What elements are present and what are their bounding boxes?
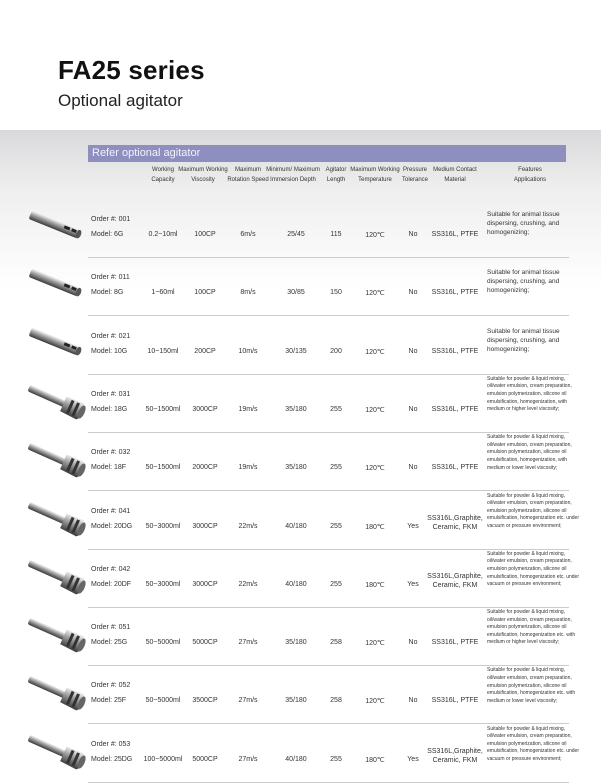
temperature-value: 120℃ [365,465,385,473]
model-name: Model: 18F [91,464,127,472]
column-header-line: Immersion Depth [270,177,316,183]
pressure-value: Yes [407,522,419,530]
pressure-value: No [408,231,418,238]
features-text: Suitable for powder & liquid mixing, oil/water emulsion, cream preparation, emulsion polymerization, silicone oil emulsification, homogenization etc. under vacuum or pressure environment; [487,492,579,529]
viscosity-value: 3000CP [192,405,218,413]
table-banner: Refer optional agitator [88,145,566,162]
material-value: SS316L,Graphite, [427,747,483,755]
viscosity-value: 200CP [194,347,216,355]
column-header-line: Minimum/ Maximum [266,167,320,173]
viscosity-value: 5000CP [192,639,218,647]
depth-value: 35/180 [285,697,307,705]
column-header-line: Temperature [358,177,392,183]
agitator-image [26,556,88,596]
length-value: 255 [330,405,342,413]
material-value: SS316L, PTFE [431,464,479,472]
table-row [0,666,601,724]
viscosity-value: 3000CP [192,522,218,530]
material-value: SS316L,Graphite, [427,514,483,522]
capacity-value: 10~150ml [147,347,179,355]
agitator-image [26,381,88,421]
pressure-value: No [408,697,418,705]
speed-value: 19m/s [238,405,258,413]
temperature-value: 120℃ [365,406,385,414]
depth-value: 40/180 [285,522,307,530]
viscosity-value: 100CP [194,231,216,238]
table-row [0,492,601,550]
order-number: Order #: 001 [91,216,131,223]
model-name: Model: 20DF [91,580,132,588]
material-value: SS316L, PTFE [431,231,479,238]
agitator-image [26,614,88,654]
speed-value: 22m/s [238,580,258,588]
agitator-image [26,498,88,538]
material-value: SS316L, PTFE [431,289,479,297]
length-value: 258 [330,697,342,705]
length-value: 258 [330,639,342,647]
column-header-line: Features [518,167,542,173]
features-text: Suitable for powder & liquid mixing, oil/water emulsion, cream preparation, emulsion polymerization, silicone oil emulsification, homogenization etc. with medium or higher level viscosity; [487,609,576,646]
material-value: SS316L, PTFE [431,347,479,355]
speed-value: 27m/s [238,697,258,705]
model-name: Model: 25G [91,639,128,647]
table-row [0,725,601,783]
pressure-value: No [408,639,418,647]
material-value: SS316L, PTFE [431,697,479,705]
pressure-value: No [408,347,418,355]
model-name: Model: 18G [91,405,128,413]
length-value: 200 [330,347,342,355]
model-name: Model: 20DG [91,522,133,530]
page-subtitle: Optional agitator [58,91,183,110]
viscosity-value: 100CP [194,289,216,297]
depth-value: 40/180 [285,755,307,763]
depth-value: 35/180 [285,464,307,472]
order-number: Order #: 053 [91,740,131,748]
features-text: Suitable for powder & liquid mixing, oil/water emulsion, cream preparation, emulsion polymerization, silicone oil emulsification, homogenization, with medium or lower level viscosity; [487,434,572,471]
order-number: Order #: 042 [91,565,131,573]
depth-value: 35/180 [285,639,307,647]
temperature-value: 120℃ [365,290,385,298]
capacity-value: 50~1500ml [145,405,181,413]
speed-value: 10m/s [238,347,258,355]
table-row [0,317,601,375]
length-value: 255 [330,522,342,530]
order-number: Order #: 021 [91,332,131,340]
capacity-value: 50~1500ml [145,464,181,472]
features-text: Suitable for powder & liquid mixing, oil/water emulsion, cream preparation, emulsion polymerization, silicone oil emulsification, homogenization etc. under vacuum or pressure environment; [487,725,579,763]
column-header-line: Working [152,167,174,173]
order-number: Order #: 041 [91,507,131,515]
speed-value: 6m/s [240,231,256,238]
depth-value: 30/85 [287,289,305,297]
column-header-line: Capacity [151,177,175,183]
speed-value: 19m/s [238,464,258,472]
order-number: Order #: 051 [91,624,131,632]
material-value: SS316L,Graphite, [427,572,483,580]
material-value: SS316L, PTFE [431,639,479,647]
column-header-line: Viscosity [191,177,215,183]
length-value: 115 [330,231,342,238]
order-number: Order #: 032 [91,449,131,457]
table-row [0,608,601,666]
column-header-line: Material [444,177,466,183]
table-row [0,433,601,491]
table-row [0,550,601,608]
viscosity-value: 3500CP [192,697,218,705]
speed-value: 27m/s [238,639,258,647]
column-header-line: Rotation Speed [227,177,269,183]
features-text: Suitable for powder & liquid mixing, oil/water emulsion, cream preparation, emulsion polymerization, silicone oil emulsification, homogenization, with medium or higher level viscosity; [487,375,572,413]
column-header [415,165,495,185]
viscosity-value: 3000CP [192,580,218,588]
depth-value: 40/180 [285,580,307,588]
column-header [490,165,570,185]
features-text: Suitable for animal tissue dispersing, crushing, and homogenizing; [487,269,560,295]
column-header-line: Tolerance [401,177,428,183]
capacity-value: 100~5000ml [143,755,183,763]
column-header-line: Medium Contact [433,167,477,173]
speed-value: 8m/s [240,289,256,297]
temperature-value: 120℃ [365,348,385,356]
agitator-image [26,264,88,304]
pressure-value: No [408,464,418,472]
temperature-value: 180℃ [365,581,385,589]
capacity-value: 50~3000ml [145,522,181,530]
column-header-line: Maximum [234,167,261,173]
column-header-line: Pressure [402,167,427,173]
agitator-image [26,731,88,771]
model-name: Model: 25DG [91,755,133,763]
features-text: Suitable for animal tissue dispersing, crushing, and homogenizing; [487,327,560,353]
column-header-line: Applications [513,177,547,183]
material-value: Ceramic, FKM [432,523,478,531]
table-row [0,200,601,258]
length-value: 255 [330,580,342,588]
pressure-value: No [408,289,418,297]
viscosity-value: 2000CP [192,464,218,472]
capacity-value: 0.2~10ml [148,231,178,238]
features-text: Suitable for animal tissue dispersing, crushing, and homogenizing; [487,211,560,236]
column-header-line: Length [326,177,346,183]
page-title: FA25 series [58,55,205,85]
order-number: Order #: 052 [91,682,131,690]
speed-value: 22m/s [238,522,258,530]
temperature-value: 180℃ [365,523,385,531]
capacity-value: 1~60ml [151,289,175,297]
capacity-value: 50~5000ml [145,697,181,705]
material-value: Ceramic, FKM [432,756,478,764]
model-name: Model: 10G [91,347,128,355]
viscosity-value: 5000CP [192,755,218,763]
features-text: Suitable for powder & liquid mixing, oil/water emulsion, cream preparation, emulsion polymerization, silicone oil emulsification, homogenization etc. under vacuum or pressure environment; [487,550,579,588]
depth-value: 25/45 [287,231,305,238]
material-value: SS316L, PTFE [431,405,479,413]
length-value: 150 [330,289,342,297]
model-name: Model: 8G [91,289,124,297]
material-value: Ceramic, FKM [432,581,478,589]
agitator-image [26,672,88,712]
model-name: Model: 6G [91,231,124,238]
column-header-line: Maximum Working [178,167,228,173]
agitator-image [26,206,88,246]
pressure-value: Yes [407,580,419,588]
order-number: Order #: 011 [91,274,130,282]
capacity-value: 50~5000ml [145,639,181,647]
depth-value: 30/135 [285,347,307,355]
pressure-value: No [408,405,418,413]
length-value: 255 [330,464,342,472]
temperature-value: 120℃ [365,640,385,648]
features-text: Suitable for powder & liquid mixing, oil/water emulsion, cream preparation, emulsion polymerization, silicone oil emulsification, homogenization etc. with medium or lower level viscosity; [487,667,576,704]
table-row [0,375,601,433]
temperature-value: 120℃ [365,232,385,239]
model-name: Model: 25F [91,697,127,705]
pressure-value: Yes [407,755,419,763]
table-row [0,258,601,316]
capacity-value: 50~3000ml [145,580,181,588]
column-header-line: Agitator [325,167,347,173]
length-value: 255 [330,755,342,763]
agitator-image [26,439,88,479]
depth-value: 35/180 [285,405,307,413]
temperature-value: 120℃ [365,698,385,706]
order-number: Order #: 031 [91,390,131,398]
agitator-image [26,323,88,363]
column-header-line: Maximum Working [350,167,400,173]
speed-value: 27m/s [238,755,258,763]
temperature-value: 180℃ [365,756,385,764]
